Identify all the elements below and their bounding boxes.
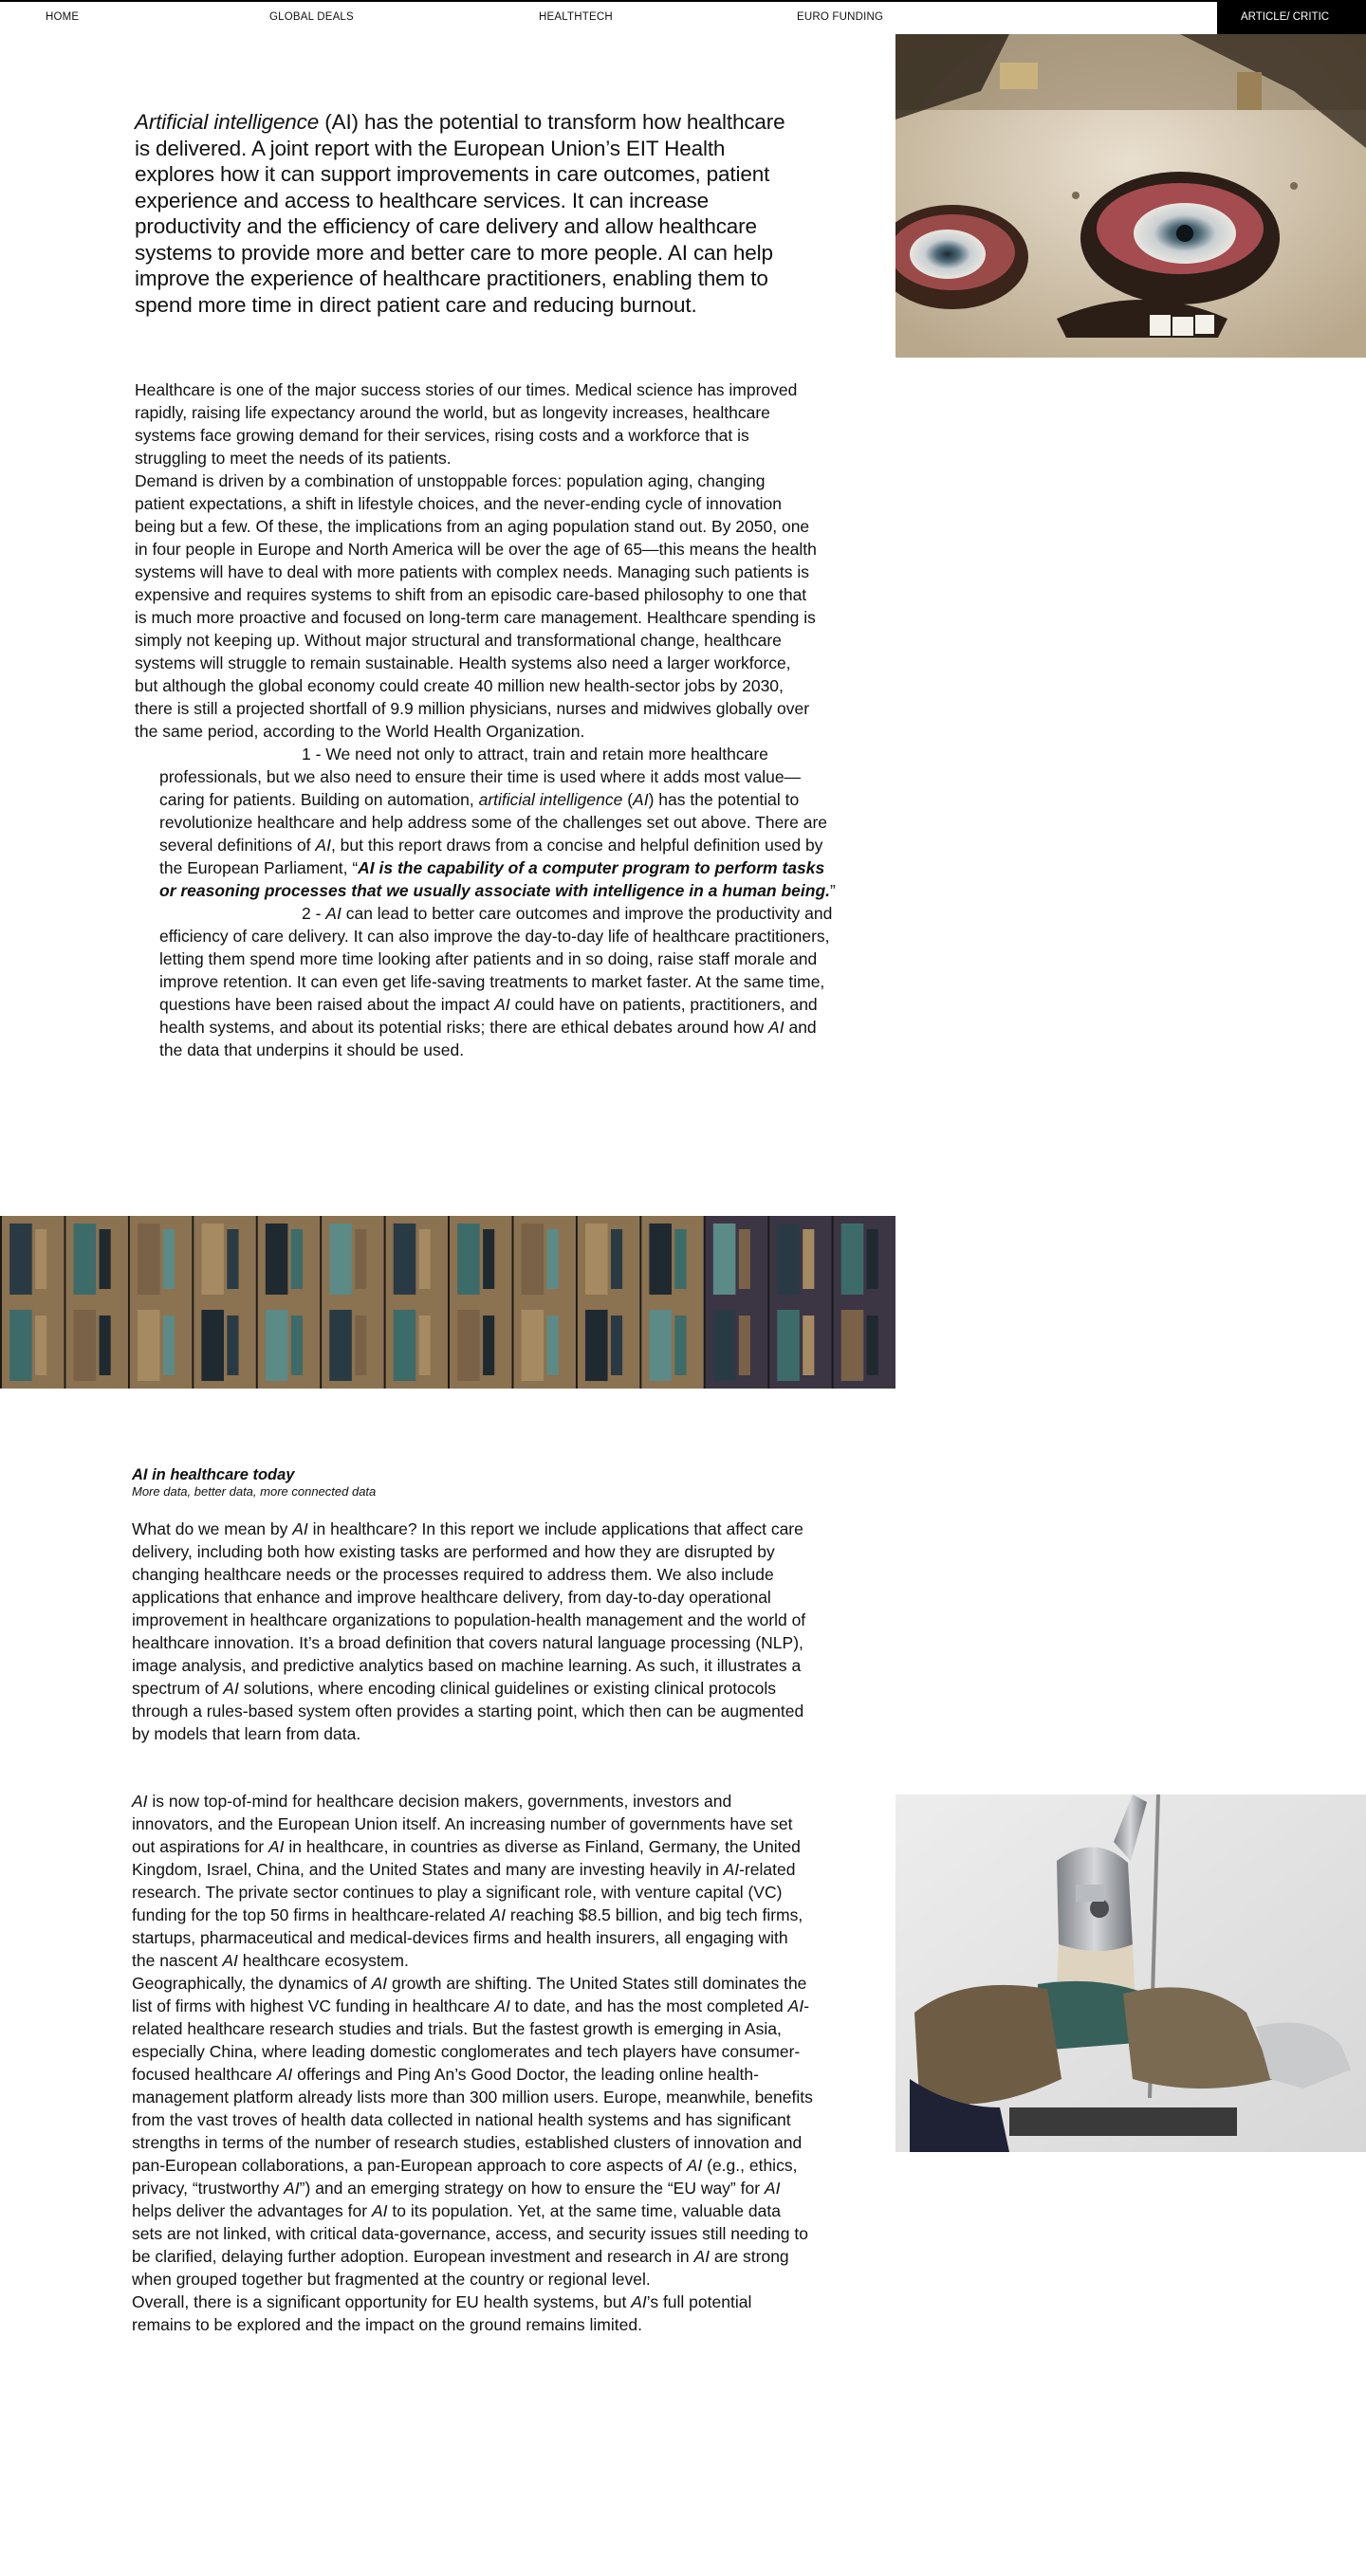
point-term: AI (494, 995, 510, 1014)
term-ai: AI (268, 1837, 285, 1856)
nav-home-link[interactable]: HOME (46, 11, 80, 23)
intro-lead-text: (AI) has the potential to transform how healthcare is delivered. A joint report with the European Union’s EIT Health explores how it can support improvements in care outcomes, patient experience and access to healthcare services. It can increase productivity and the efficiency of care delivery and allow healthcare systems to provide more and better care to more people. AI can help improve the experience of healthcare practitioners, enabling them to spend more time in direct patient care and reducing burnout. (135, 110, 785, 317)
body-text: ”) and an emerging strategy on how to ensure the “EU way” for (299, 2179, 765, 2198)
nav-healthtech-link[interactable]: HEALTHTECH (539, 11, 613, 23)
nav-global-deals-link[interactable]: GLOBAL DEALS (269, 11, 354, 23)
numbered-point-1 (135, 743, 842, 902)
robot-face-image (895, 34, 1366, 358)
term-ai: AI (223, 1679, 239, 1698)
term-ai: AI (371, 1974, 388, 1993)
term-ai: AI (276, 2065, 293, 2084)
term-ai: AI (489, 1905, 506, 1924)
term-ai: AI (787, 1996, 804, 2015)
point-term: artificial intelligence (478, 790, 623, 809)
section-subtitle: More data, better data, more connected data (132, 1484, 377, 1499)
point-text: and the data that underpins it should be used. (159, 1018, 817, 1059)
body-paragraph (132, 2291, 815, 2336)
body-text: -related healthcare research studies and trials. But the fastest growth is emerging in Asia, especially China, where leading domestic conglomerates and tech players have consumer-focused healthcare (132, 1996, 810, 2084)
body-text: is now top-of-mind for healthcare decision makers, governments, investors and innovators, and the European Union itself. An increasing number of governments have set out aspirations for (132, 1792, 793, 1856)
body-text: are strong when grouped together but fragmented at the country or regional level. (132, 2247, 789, 2289)
point-term: AI (768, 1018, 785, 1037)
term-ai: AI (132, 1792, 148, 1811)
term-ai: AI (222, 1951, 238, 1970)
body-text: to date, and has the most completed (509, 1996, 788, 2015)
body-text: healthcare ecosystem. (237, 1951, 409, 1970)
article-body-definition (132, 1518, 815, 1745)
body-text: reaching $8.5 billion, and big tech firms, startups, pharmaceutical and medical-devices firms and health insurers, all engaging with the nascent (132, 1905, 803, 1970)
point-text: ) has the potential to revolutionize healthcare and help address some of the challenges set out above. There are several definitions of (159, 790, 828, 855)
article-body-intro (135, 378, 836, 1061)
top-nav (0, 0, 1366, 34)
body-paragraph (132, 1972, 815, 2291)
term-ai: AI (494, 1996, 510, 2015)
body-text: ’s full potential remains to be explored and the impact on the ground remains limited. (132, 2292, 752, 2334)
body-text: What do we mean by (132, 1519, 293, 1538)
section-title: AI in healthcare today (132, 1466, 295, 1483)
body-text: in healthcare, in countries as diverse as Finland, Germany, the United Kingdom, Israel, China, and the United States and many are investing heavily in (132, 1837, 801, 1879)
term-ai: AI (723, 1860, 740, 1879)
term-ai: AI (693, 2247, 710, 2266)
body-paragraph: Healthcare is one of the major success stories of our times. Medical science has improved rapidly, raising life expectancy around the world, but as longevity increases, healthcare systems face growing demand for their services, rising costs and a workforce that is struggling to meet the needs of its patients. (135, 380, 798, 468)
point-text: ” (830, 881, 836, 900)
body-text: -related research. The private sector continues to play a significant role, with venture capital (VC) funding for the top 50 firms in healthcare-related (132, 1860, 796, 1924)
term-ai: AI (371, 2201, 388, 2220)
intro-lead-paragraph (135, 109, 799, 318)
point-text: could have on patients, practitioners, and health systems, and about its potential risks; there are ethical debates around how (159, 995, 818, 1037)
point-number: 1 - (302, 745, 326, 764)
section-heading (132, 1465, 796, 1500)
robotic-sculpture-image (895, 1794, 1366, 2152)
body-text: growth are shifting. The United States still dominates the list of firms with highest VC funding in healthcare (132, 1974, 807, 2015)
body-text: Geographically, the dynamics of (132, 1974, 372, 1993)
body-text: in healthcare? In this report we include applications that affect care delivery, including both how existing tasks are performed and how they are disrupted by changing healthcare needs or the processes required to address them. We also include applications that enhance and improve healthcare delivery, from day-to-day operational improvement in healthcare organizations to population-health management and the world of healthcare innovation. It’s a broad definition that covers natural language processing (NLP), image analysis, and predictive analytics based on machine learning. As such, it illustrates a spectrum of (132, 1519, 806, 1698)
point-term: AI (315, 836, 331, 855)
nav-euro-funding-link[interactable]: EURO FUNDING (797, 11, 884, 23)
body-text: Overall, there is a significant opportunity for EU health systems, but (132, 2292, 632, 2311)
body-text: helps deliver the advantages for (132, 2201, 372, 2220)
nav-article-critic-label: ARTICLE/ CRITIC (1241, 11, 1330, 23)
term-ai: AI (764, 2179, 781, 2198)
intro-lead-italic: Artificial intelligence (135, 110, 320, 134)
nav-article-critic-tab[interactable] (1217, 2, 1366, 36)
numbered-point-2 (135, 902, 842, 1061)
video-frames-strip-image (0, 1216, 895, 1389)
body-text: offerings and Ping An’s Good Doctor, the leading online health-management platform already lists more than 300 million users. Europe, meanwhile, benefits from the vast troves of health data collected in national health systems and has significant strengths in terms of the number of research studies, established clusters of innovation and pan-European collaborations, a pan-European approach to core aspects of (132, 2065, 813, 2175)
term-ai: AI (686, 2156, 703, 2175)
body-text: (e.g., ethics, privacy, “trustworthy (132, 2156, 798, 2198)
term-ai: AI (631, 2292, 647, 2311)
definition-quote: AI is the capability of a computer program to perform tasks or reasoning processes that we usually associate with intelligence in a human being. (159, 858, 830, 900)
body-text: to its population. Yet, at the same time, valuable data sets are not linked, with critical data-governance, access, and security issues still needing to be clarified, delaying further adoption. European investment and research in (132, 2201, 808, 2266)
body-paragraph (132, 1790, 815, 1972)
point-term: AI (325, 904, 342, 923)
point-text: ( (622, 790, 634, 809)
term-ai: AI (284, 2179, 300, 2198)
term-ai: AI (292, 1519, 308, 1538)
point-text: can lead to better care outcomes and improve the productivity and efficiency of care delivery. It can also improve the day-to-day life of healthcare practitioners, letting them spend more time looking after patients and in so doing, raise staff morale and improve retention. It can even get life-saving treatments to market faster. At the same time, questions have been raised about the impact (159, 904, 833, 1014)
body-paragraph: Demand is driven by a combination of unstoppable forces: population aging, changing patient expectations, a shift in lifestyle choices, and the never-ending cycle of innovation being but a few. Of these, the implications from an aging population stand out. By 2050, one in four people in Europe and North America will be over the age of 65—this means the health systems will have to deal with more patients with complex needs. Managing such patients is expensive and requires systems to shift from an episodic care-based philosophy to one that is much more proactive and focused on long-term care management. Healthcare spending is simply not keeping up. Without major structural and transformational change, healthcare systems will struggle to remain sustainable. Health systems also need a larger workforce, but although the global economy could create 40 million new health-sector jobs by 2030, there is still a projected shortfall of 9.9 million physicians, nurses and midwives globally over the same period, according to the World Health Organization. (135, 471, 817, 741)
body-text: solutions, where encoding clinical guidelines or existing clinical protocols through a rules-based system often provides a starting point, which then can be augmented by models that learn from data. (132, 1679, 804, 1743)
point-number: 2 - (302, 904, 326, 923)
point-term: AI (633, 790, 649, 809)
point-text: , but this report draws from a concise and helpful definition used by the European Parliament, “ (159, 836, 823, 877)
article-body-landscape (132, 1790, 815, 2336)
point-text: We need not only to attract, train and retain more healthcare professionals, but we also need to ensure their time is used where it adds most value—caring for patients. Building on automation, (159, 745, 802, 809)
